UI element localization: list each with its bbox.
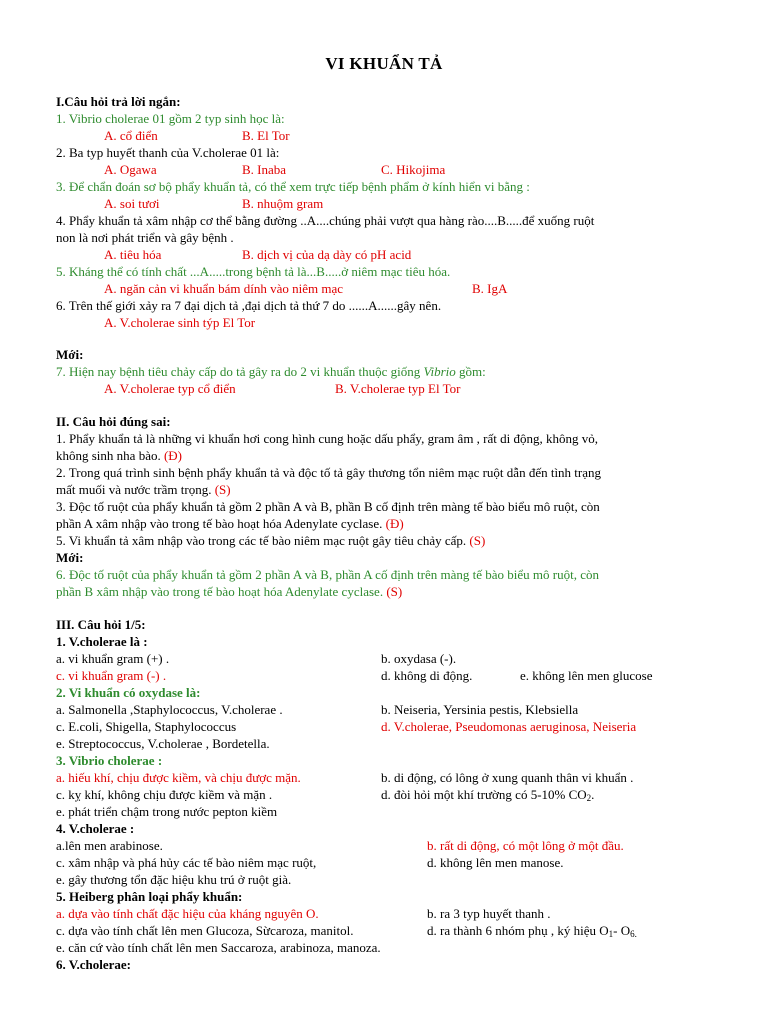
statement-text: 1. Phẩy khuẩn tả là những vi khuẩn hơi cong hình cung hoặc dấu phẩy, gram âm , rất di động, không vỏ, — [56, 431, 599, 446]
question-text: 1. Vibrio cholerae 01 gồm 2 typ sinh học là: — [56, 111, 285, 126]
answer-option: a. dựa vào tính chất đặc hiệu của kháng nguyên O. — [56, 906, 319, 921]
answer-option: A. ngăn cản vi khuẩn bám dính vào niêm mạc — [104, 281, 343, 296]
answer-option: e. phát triển chậm trong nước pepton kiềm — [56, 804, 278, 819]
question-text: 3. Để chẩn đoán sơ bộ phẩy khuẩn tả, có thể xem trực tiếp bệnh phẩm ở kính hiển vi bằng : — [56, 179, 530, 194]
answer-option: a. vi khuẩn gram (+) . — [56, 651, 170, 666]
answer-option: c. kỵ khí, không chịu được kiềm và mặn . — [56, 787, 273, 802]
answer-option: e. gây thương tổn đặc hiệu khu trú ở ruột già. — [56, 872, 292, 887]
question-title: 1. V.cholerae là : — [56, 634, 148, 649]
answer-option: A. V.cholerae sinh týp El Tor — [104, 315, 256, 330]
question-text: non là nơi phát triển và gây bệnh . — [56, 230, 234, 245]
answer-option: b. ra 3 typ huyết thanh . — [427, 906, 551, 921]
answer-option: C. Hikojima — [381, 162, 446, 177]
answer-option: b. oxydasa (-). — [381, 651, 457, 666]
answer-mark: (Đ) — [163, 448, 183, 463]
answer-option: c. dựa vào tính chất lên men Glucoza, Sừcaroza, manitol. — [56, 923, 354, 938]
answer-option: A. cổ điển — [104, 128, 158, 143]
answer-option: b. rất di động, có một lông ở một đầu. — [427, 838, 624, 853]
statement-text: 6. Độc tố ruột của phẩy khuẩn tả gồm 2 phần A và B, phần A cố định trên màng tế bào biểu mô ruột, còn — [56, 567, 600, 582]
answer-mark: (S) — [214, 482, 231, 497]
answer-mark: (S) — [386, 584, 403, 599]
answer-option: A. soi tươi — [104, 196, 160, 211]
section-heading-true-false: II. Câu hỏi đúng sai: — [56, 414, 171, 429]
answer-option: c. E.coli, Shigella, Staphylococcus — [56, 719, 237, 734]
answer-option: d. ra thành 6 nhóm phụ , ký hiệu O1- O6. — [427, 923, 637, 939]
answer-option: B. dịch vị của dạ dày có pH acid — [242, 247, 412, 262]
answer-option: d. không lên men manose. — [427, 855, 564, 870]
answer-option: A. V.cholerae typ cổ điển — [104, 381, 236, 396]
answer-option: b. di động, có lông ở xung quanh thân vi khuẩn . — [381, 770, 634, 785]
answer-option: B. El Tor — [242, 128, 290, 143]
statement-text: phần B xâm nhập vào trong tế bào hoạt hóa Adenylate cyclase. (S) — [56, 584, 403, 599]
new-label: Mới: — [56, 550, 84, 565]
statement-text: phần A xâm nhập vào trong tế bào hoạt hóa Adenylate cyclase. (Đ) — [56, 516, 404, 531]
question-text: 5. Kháng thể có tính chất ...A.....trong bệnh tả là...B.....ở niêm mạc tiêu hóa. — [56, 264, 451, 279]
answer-option: c. vi khuẩn gram (-) . — [56, 668, 167, 683]
section-heading-multiple-choice: III. Câu hỏi 1/5: — [56, 617, 146, 632]
answer-mark: (Đ) — [385, 516, 404, 531]
question-text: 4. Phẩy khuẩn tả xâm nhập cơ thể bằng đường ..A....chúng phải vượt qua hàng rào....B.....để xuống ruột — [56, 213, 595, 228]
answer-option: d. V.cholerae, Pseudomonas aeruginosa, Neiseria — [381, 719, 637, 734]
answer-option: d. không di động. — [381, 668, 473, 683]
answer-option: B. nhuộm gram — [242, 196, 324, 211]
answer-option: e. căn cứ vào tính chất lên men Saccaroza, arabinoza, manoza. — [56, 940, 381, 955]
question-title: 4. V.cholerae : — [56, 821, 135, 836]
new-label: Mới: — [56, 347, 84, 362]
statement-text: không sinh nha bào. (Đ) — [56, 448, 183, 463]
question-text: 2. Ba typ huyết thanh của V.cholerae 01 là: — [56, 145, 280, 160]
answer-option: a.lên men arabinose. — [56, 838, 163, 853]
answer-option: A. tiêu hóa — [104, 247, 162, 262]
answer-option: d. đòi hỏi một khí trường có 5-10% CO2. — [381, 787, 595, 803]
answer-option: e. Streptococcus, V.cholerae , Bordetella. — [56, 736, 270, 751]
answer-option: A. Ogawa — [104, 162, 157, 177]
answer-option: b. Neiseria, Yersinia pestis, Klebsiella — [381, 702, 579, 717]
statement-text: 2. Trong quá trình sinh bệnh phẩy khuẩn tả và độc tố tả gây thương tổn niêm mạc ruột dẫn đến tình trạng — [56, 465, 602, 480]
question-title: 2. Vi khuẩn có oxydase là: — [56, 685, 201, 700]
answer-option: B. V.cholerae typ El Tor — [335, 381, 461, 396]
question-title: 5. Heiberg phân loại phẩy khuẩn: — [56, 889, 243, 904]
question-title: 6. V.cholerae: — [56, 957, 131, 972]
section-heading-short-answer: I.Câu hỏi trả lời ngắn: — [56, 94, 181, 109]
answer-option: e. không lên men glucose — [520, 668, 653, 683]
answer-option: a. Salmonella ,Staphylococcus, V.cholerae . — [56, 702, 283, 717]
answer-option: B. IgA — [472, 281, 508, 296]
answer-option: B. Inaba — [242, 162, 287, 177]
question-title: 3. Vibrio cholerae : — [56, 753, 163, 768]
answer-option: a. hiếu khí, chịu được kiềm, và chịu được mặn. — [56, 770, 301, 785]
statement-text: 3. Độc tố ruột của phẩy khuẩn tả gồm 2 phần A và B, phần B cố định trên màng tế bào biểu mô ruột, còn — [56, 499, 600, 514]
statement-text: 5. Vi khuẩn tả xâm nhập vào trong các tế bào niêm mạc ruột gây tiêu chảy cấp. (S) — [56, 533, 486, 548]
statement-text: mất muối và nước trầm trọng. (S) — [56, 482, 231, 497]
answer-mark: (S) — [469, 533, 486, 548]
question-text: 7. Hiện nay bệnh tiêu chảy cấp do tả gây ra do 2 vi khuẩn thuộc giống Vibrio gồm: — [56, 364, 486, 379]
question-text: 6. Trên thế giới xảy ra 7 đại dịch tả ,đại dịch tả thứ 7 do ......A......gây nên. — [56, 298, 442, 313]
answer-option: c. xâm nhập và phá hủy các tế bào niêm mạc ruột, — [56, 855, 317, 870]
page-title: VI KHUẨN TẢ — [325, 54, 443, 73]
